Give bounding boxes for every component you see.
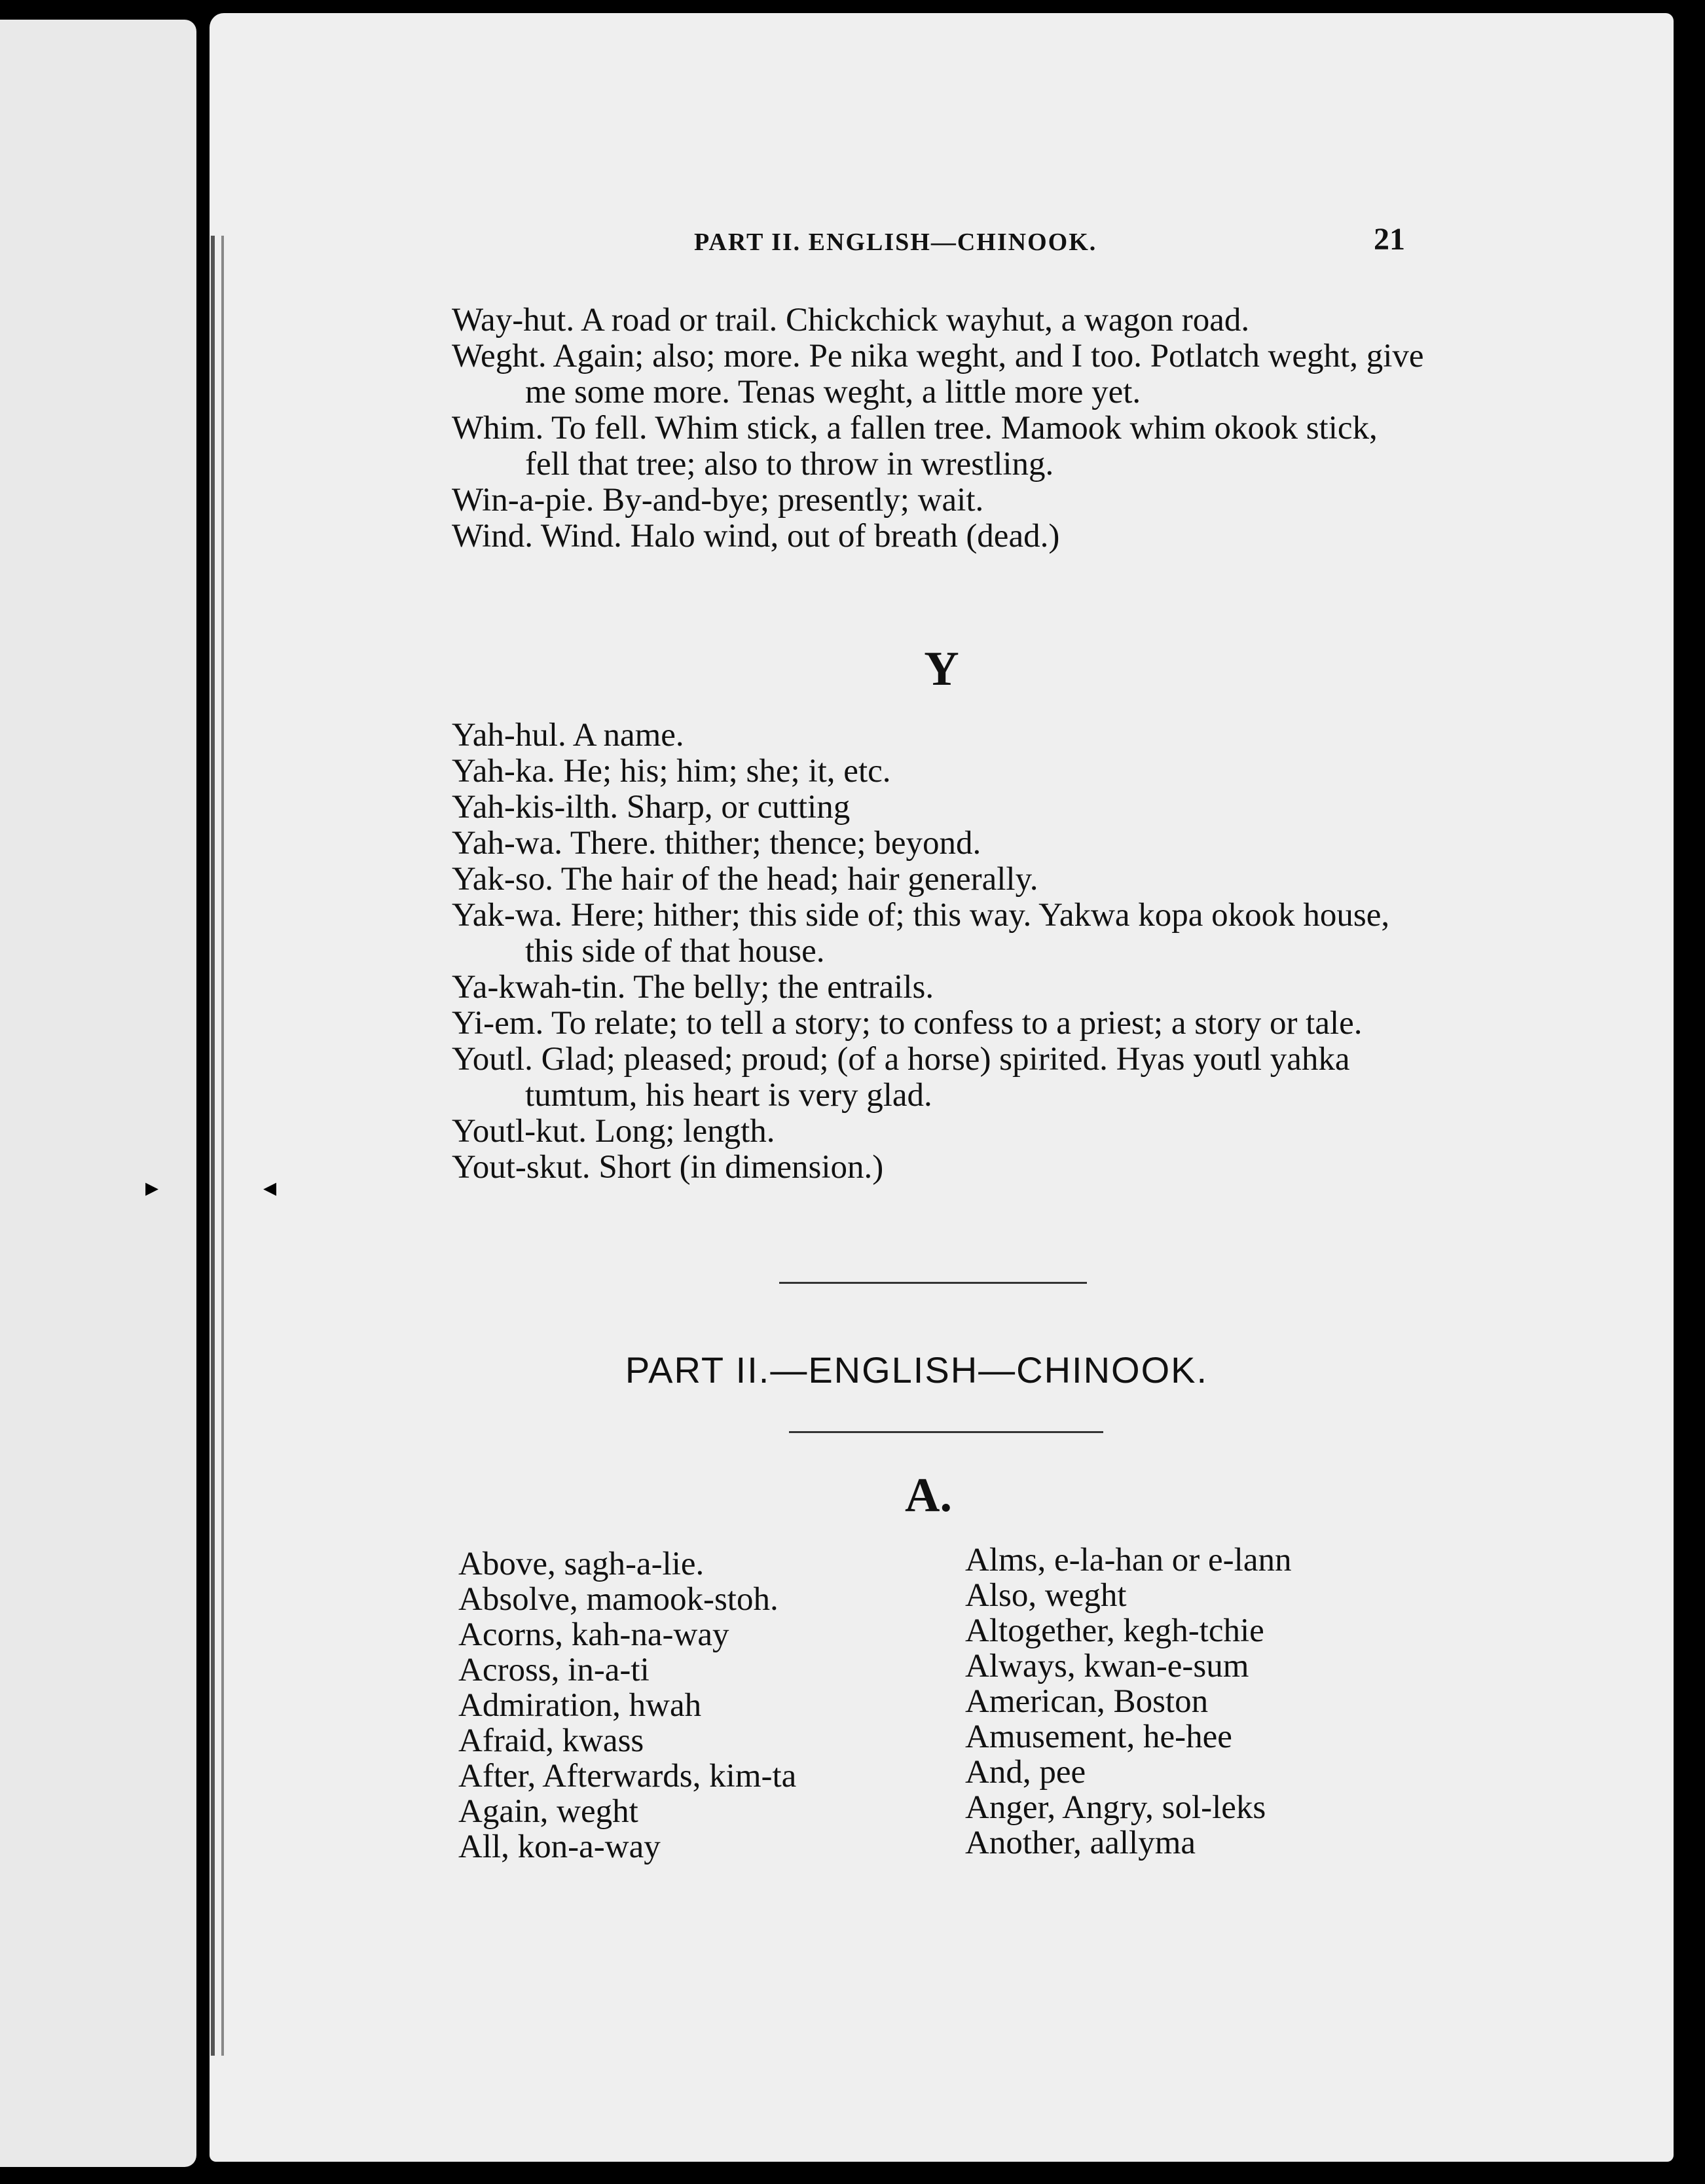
- page-number: 21: [1374, 222, 1405, 257]
- word-entry: Across, in-a-ti: [458, 1652, 650, 1688]
- word-entry: Acorns, kah-na-way: [458, 1616, 729, 1653]
- word-entry: Again, weght: [458, 1793, 638, 1830]
- y-entries: [452, 718, 1427, 1186]
- running-header: PART II. ENGLISH—CHINOOK.: [694, 228, 1097, 256]
- word-entry: Also, weght: [965, 1577, 1127, 1614]
- section-letter-y: Y: [924, 642, 959, 696]
- word-entry: Admiration, hwah: [458, 1687, 702, 1724]
- word-entry: Amusement, he-hee: [965, 1719, 1232, 1755]
- word-entry: Altogether, kegh-tchie: [965, 1612, 1264, 1649]
- word-entry: After, Afterwards, kim-ta: [458, 1758, 797, 1794]
- dictionary-entry: Yak-wa. Here; hither; this side of; this way. Yakwa kopa okook house, this side of that house.: [452, 897, 1390, 970]
- word-entry: Anger, Angry, sol-leks: [965, 1789, 1266, 1826]
- word-entry: Alms, e-la-han or e-lann: [965, 1542, 1292, 1578]
- dictionary-entry: Wind. Wind. Halo wind, out of breath (dead.): [452, 518, 1060, 555]
- word-entry: Afraid, kwass: [458, 1722, 644, 1759]
- dictionary-entry: Yak-so. The hair of the head; hair generally.: [452, 861, 1038, 898]
- dictionary-entry: Yah-kis-ilth. Sharp, or cutting: [452, 789, 851, 826]
- section-letter-a: A.: [905, 1468, 952, 1522]
- facing-page-edge: [0, 0, 204, 2184]
- word-entry: All, kon-a-way: [458, 1829, 661, 1865]
- part-title: PART II.—ENGLISH—CHINOOK.: [625, 1349, 1209, 1391]
- stitch-mark-right: ◂: [263, 1173, 277, 1202]
- facing-page: [0, 20, 196, 2167]
- dictionary-entry: Win-a-pie. By-and-bye; presently; wait.: [452, 482, 984, 519]
- dictionary-entry: Whim. To fell. Whim stick, a fallen tree. Mamook whim okook stick, fell that tree; also to throw in wrestling.: [452, 410, 1378, 482]
- a-left-column: [458, 1546, 796, 1865]
- word-entry: And, pee: [965, 1754, 1086, 1791]
- dictionary-entry: Youtl. Glad; pleased; proud; (of a horse) spirited. Hyas youtl yahka tumtum, his heart is very glad.: [452, 1041, 1350, 1114]
- binding-thread-shadow: [221, 236, 224, 2056]
- word-entry: Always, kwan-e-sum: [965, 1648, 1249, 1684]
- dictionary-entry: Yah-hul. A name.: [452, 717, 684, 754]
- word-entry: Absolve, mamook-stoh.: [458, 1581, 779, 1618]
- dictionary-entry: Way-hut. A road or trail. Chickchick wayhut, a wagon road.: [452, 302, 1250, 338]
- binding-thread: [211, 236, 215, 2056]
- dictionary-entry: Yout-skut. Short (in dimension.): [452, 1149, 884, 1186]
- stitch-mark-left: ▸: [145, 1173, 159, 1202]
- dictionary-entry: Weght. Again; also; more. Pe nika weght, and I too. Potlatch weght, give me some more. Tenas weght, a little more yet.: [452, 338, 1424, 410]
- section-divider-top: [779, 1282, 1087, 1284]
- dictionary-entry: Youtl-kut. Long; length.: [452, 1113, 775, 1150]
- word-entry: Above, sagh-a-lie.: [458, 1546, 705, 1582]
- dictionary-entry: Yah-ka. He; his; him; she; it, etc.: [452, 753, 891, 790]
- w-entries: [452, 302, 1427, 555]
- word-entry: American, Boston: [965, 1683, 1209, 1720]
- dictionary-entry: Yah-wa. There. thither; thence; beyond.: [452, 825, 981, 862]
- dictionary-entry: Ya-kwah-tin. The belly; the entrails.: [452, 969, 934, 1006]
- a-right-column: [965, 1542, 1291, 1861]
- word-entry: Another, aallyma: [965, 1825, 1196, 1861]
- section-divider-bottom: [789, 1431, 1103, 1433]
- dictionary-entry: Yi-em. To relate; to tell a story; to confess to a priest; a story or tale.: [452, 1005, 1363, 1042]
